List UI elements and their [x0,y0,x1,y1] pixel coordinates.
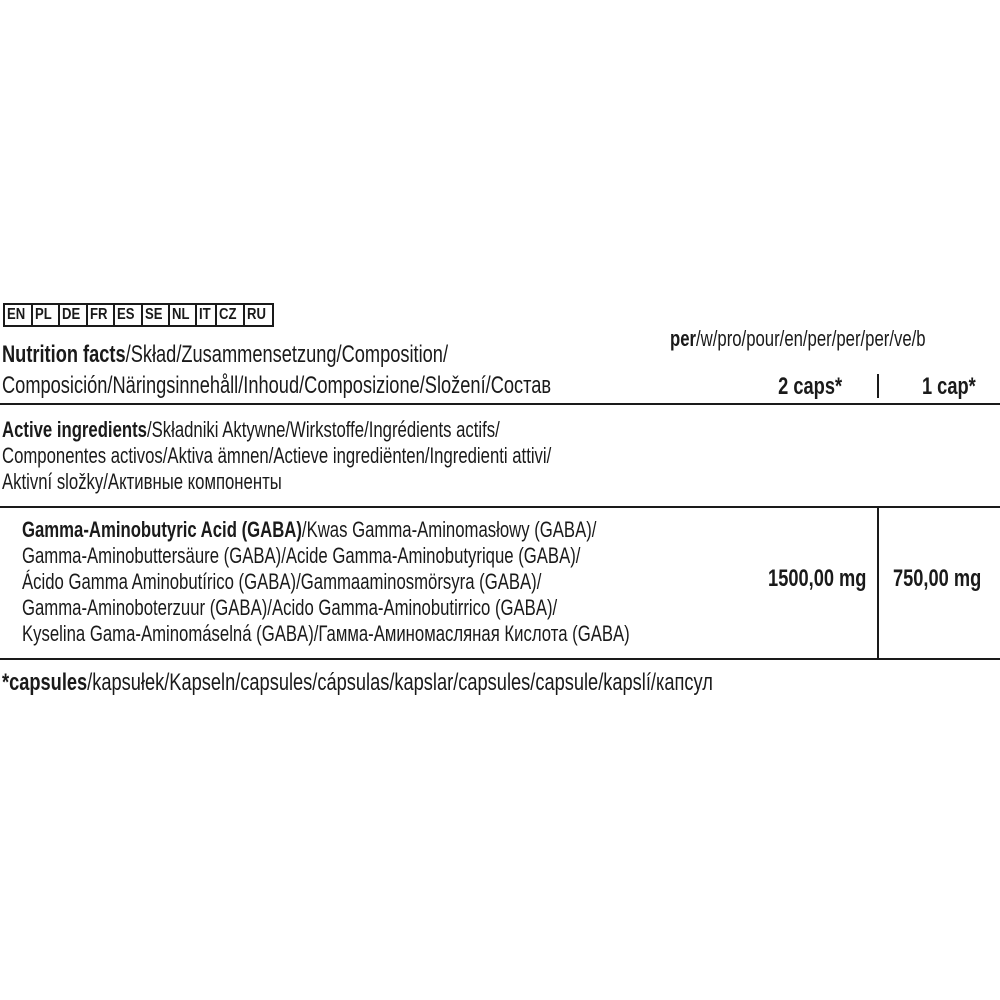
header-divider [877,374,879,398]
title-line-2: Composición/Näringsinnehåll/Inhoud/Composizione/Složení/Состав [2,372,552,399]
ingredient-line-5: Kyselina Gama-Aminomáselná (GABA)/Гамма-Аминомасляная Кислота (GABA) [22,621,630,646]
ingredient-line-2: Gamma-Aminobuttersäure (GABA)/Acide Gamma-Aminobutyrique (GABA)/ [22,543,581,568]
value-divider [877,508,879,660]
divider-active [0,506,1000,508]
per-header [670,326,1000,352]
per-bold: per [670,326,697,351]
column-header-1-cap: 1 cap* [922,373,976,400]
active-ingredients-bold: Active ingredients [2,417,147,442]
value-1-cap: 750,00 mg [893,566,982,592]
footnote-bold: *capsules [2,669,88,696]
ingredient-bold: Gamma-Aminobutyric Acid (GABA) [22,517,302,542]
ingredient-line-3: Ácido Gamma Aminobutírico (GABA)/Gammaaminosmörsyra (GABA)/ [22,569,542,594]
language-code: FR [88,305,115,325]
language-code: NL [170,305,197,325]
language-code: EN [5,305,33,325]
divider-header [0,403,1000,405]
language-code: PL [33,305,59,325]
language-codes [3,303,274,327]
divider-ingredient [0,658,1000,660]
column-header-2-caps: 2 caps* [778,373,842,400]
language-code: DE [60,305,88,325]
language-code: ES [115,305,142,325]
ingredient-line-1: Gamma-Aminobutyric Acid (GABA)/Kwas Gamma-Aminomasłowy (GABA)/ [22,517,597,542]
active-ingredients-line-2: Componentes activos/Aktiva ämnen/Actieve ingrediënten/Ingredienti attivi/ [2,443,552,468]
per-rest: /w/pro/pour/en/per/per/per/ve/b [696,326,926,351]
language-code: SE [143,305,170,325]
title-bold: Nutrition facts [2,341,126,368]
language-code: IT [197,305,217,325]
language-code: RU [246,306,266,323]
language-code: CZ [217,305,244,325]
ingredient-line-4: Gamma-Aminoboterzuur (GABA)/Acido Gamma-Aminobutirrico (GABA)/ [22,595,558,620]
active-ingredients-line-3: Aktivní složky/Активные компоненты [2,469,282,494]
title-line-1: Nutrition facts/Skład/Zusammensetzung/Composition/ [2,341,449,368]
value-2-caps: 1500,00 mg [767,565,866,592]
footnote: *capsules/kapsułek/Kapseln/capsules/cápsulas/kapslar/capsules/capsule/kapslí/капсул [2,669,713,696]
active-ingredients-line-1: Active ingredients/Składniki Aktywne/Wirkstoffe/Ingrédients actifs/ [2,417,500,442]
